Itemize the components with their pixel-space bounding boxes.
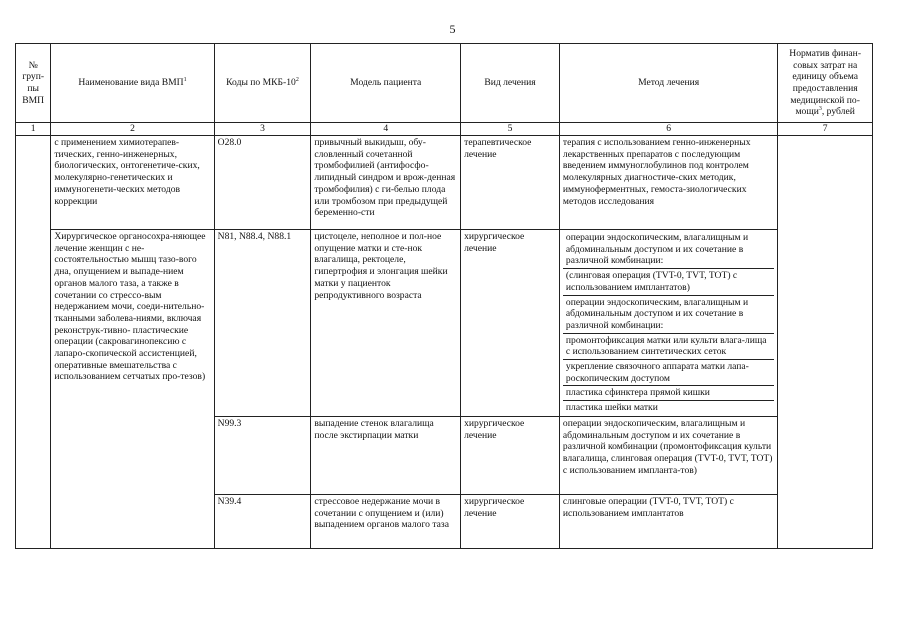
table-row [16, 136, 873, 230]
treatment-method-cell [559, 230, 777, 417]
method-item: операции эндоскопическим, влагалищным и абдоминальным доступом и их сочетание в различной комбинации: [563, 231, 774, 269]
patient-model-cell: привычный выкидыш, обу-словленный сочетанной тромбофилией (антифосфо-липидный синдром и врож-денная тромбофилия) с ги-белью плода или тромбозом при предыдущей беременно-сти [311, 136, 461, 230]
treatment-type-cell: терапевтическое лечение [461, 136, 560, 230]
vmp-name-cell: с применением химиотерапев-тических, генно-инженерных, биологических, онтогенетиче-ских, молекулярно-генетических и иммуногенети-ческих методов коррекции [51, 136, 214, 230]
icd-code-cell: N81, N88.4, N88.1 [214, 230, 311, 417]
column-number: 7 [778, 123, 873, 136]
column-number: 3 [214, 123, 311, 136]
vmp-table [15, 43, 873, 549]
header-cost-norm [778, 44, 873, 123]
treatment-type-cell: хирургическое лечение [461, 494, 560, 548]
header-cost-norm-text: Норматив финан-совых затрат на единицу объема предоставления медицинской по-мощи [789, 47, 862, 118]
header-cost-norm-suffix: , рублей [821, 106, 855, 118]
column-number: 4 [311, 123, 461, 136]
column-number: 6 [559, 123, 777, 136]
header-icd-codes [214, 44, 311, 123]
header-treatment-type [461, 44, 560, 123]
method-item: пластика сфинктера прямой кишки [563, 386, 774, 401]
icd-code-cell: N99.3 [214, 416, 311, 494]
header-group-number-text: № груп-пы ВМП [22, 59, 45, 106]
treatment-type-cell: хирургическое лечение [461, 230, 560, 417]
column-number: 5 [461, 123, 560, 136]
footnote-mark: 2 [295, 77, 299, 84]
column-number: 2 [51, 123, 214, 136]
header-patient-model [311, 44, 461, 123]
header-treatment-method-text: Метод лечения [638, 77, 700, 89]
patient-model-cell: цистоцеле, неполное и пол-ное опущение матки и сте-нок влагалища, ректоцеле, гипертрофия и элонгация шейки матки у пациенток репродуктивного возраста [311, 230, 461, 417]
header-treatment-method [559, 44, 777, 123]
header-group-number [16, 44, 51, 123]
header-icd-codes-text: Коды по МКБ-10 [226, 77, 296, 89]
footnote-mark: 3 [818, 106, 822, 113]
treatment-method-cell: операции эндоскопическим, влагалищным и абдоминальным доступом и их сочетание в различной комбинации (промонтофиксация культи влагалища, слинговая операция (TVT-0, TVT, TOT) с использованием импланта-тов) [559, 416, 777, 494]
method-item: укрепление связочного аппарата матки лапа-роскопическим доступом [563, 360, 774, 386]
header-treatment-type-text: Вид лечения [484, 77, 536, 89]
method-item: промонтофиксация матки или культи влага-лища с использованием синтетических сеток [563, 334, 774, 360]
header-patient-model-text: Модель пациента [350, 77, 422, 89]
column-number: 1 [16, 123, 51, 136]
method-item: операции эндоскопическим, влагалищным и абдоминальным доступом и их сочетание в различной комбинации: [563, 296, 774, 334]
table-row [16, 230, 873, 417]
icd-code-cell: N39.4 [214, 494, 311, 548]
patient-model-cell: стрессовое недержание мочи в сочетании с опущением и (или) выпадением органов малого таза [311, 494, 461, 548]
footnote-mark: 1 [183, 77, 187, 84]
vmp-name-cell: Хирургическое органосохра-няющее лечение женщин с не-состоятельностью мышц тазо-вого дна, опущением и выпаде-нием органов малого таза, а также в сочетании со стрессо-вым недержанием мочи, соеди-нительно-тканными заболева-ниями, включая реконструк-тивно- пластические операции (сакровагинопексию с лапаро-скопической ассистенцией, оперативные вмешательства с использованием сетчатых про-тезов) [51, 230, 214, 549]
method-item: (слинговая операция (TVT-0, TVT, TOT) с использованием имплантатов) [563, 269, 774, 295]
treatment-method-cell: слинговые операции (TVT-0, TVT, TOT) с использованием имплантатов [559, 494, 777, 548]
group-number-cell [16, 136, 51, 549]
page-number: 5 [449, 22, 456, 36]
header-vmp-name-text: Наименование вида ВМП [78, 77, 184, 89]
patient-model-cell: выпадение стенок влагалища после экстирпации матки [311, 416, 461, 494]
cost-norm-cell [778, 136, 873, 549]
header-vmp-name [51, 44, 214, 123]
column-number-row [16, 123, 873, 136]
treatment-type-cell: хирургическое лечение [461, 416, 560, 494]
icd-code-cell: O28.0 [214, 136, 311, 230]
method-item: пластика шейки матки [565, 402, 658, 414]
treatment-method-cell: терапия с использованием генно-инженерных лекарственных препаратов с последующим введением иммуноглобулинов под контролем молекулярных диагностиче-ских методик, иммуноферментных, гемоста-зиологических методов исследования [559, 136, 777, 230]
header-row [16, 44, 873, 123]
